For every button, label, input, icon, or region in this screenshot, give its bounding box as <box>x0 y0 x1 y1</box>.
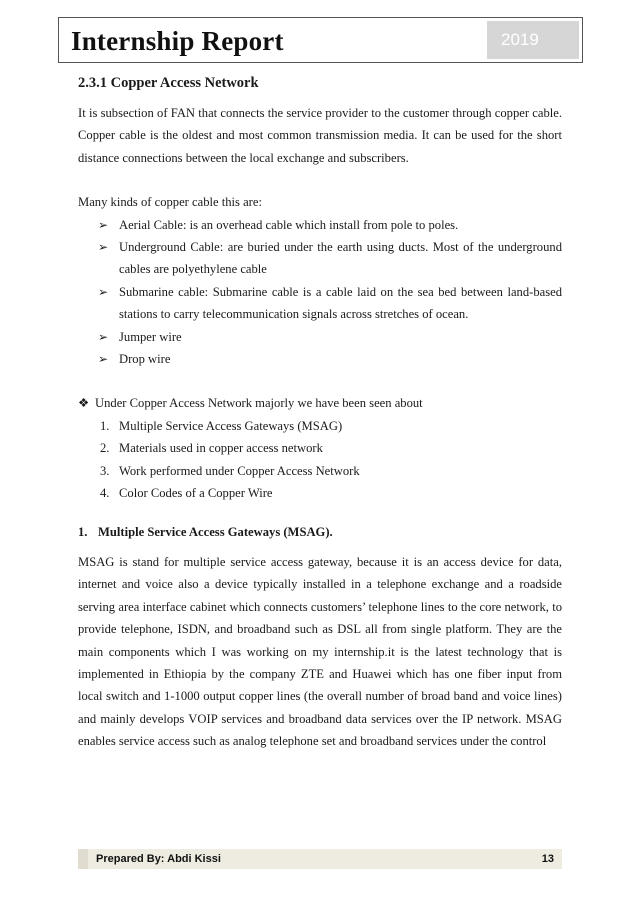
list-item: ➢ Submarine cable: Submarine cable is a cable laid on the sea bed between land-based stations to carry telecommunication signals across stretches of ocean. <box>78 281 562 326</box>
diamond-bullet-icon: ❖ <box>78 396 90 411</box>
list-item: ➢ Jumper wire <box>78 326 562 348</box>
page-number: 13 <box>541 853 554 865</box>
arrow-bullet-icon: ➢ <box>98 352 109 367</box>
list-item: ➢ Underground Cable: are buried under the earth using ducts. Most of the underground cables are polyethylene cable <box>78 236 562 281</box>
arrow-bullet-icon: ➢ <box>98 217 109 232</box>
report-title: Internship Report <box>71 26 284 56</box>
section-title: 2.3.1 Copper Access Network <box>78 75 259 91</box>
arrow-bullet-icon: ➢ <box>98 284 109 299</box>
page-header <box>58 17 583 63</box>
list-item: 3. Work performed under Copper Access Network <box>100 463 360 478</box>
msag-heading: 1. Multiple Service Access Gateways (MSAG). <box>78 524 333 539</box>
msag-paragraph: MSAG is stand for multiple service access gateway, because it is an access device for data, internet and voice also a device typically installed in a telephone exchange and a roadside serving area interface cabinet which connects customers’ telephone lines to the core network, to provide telephone, ISDN, and broadband such as DSL all from single platform. They are the main components which I was working on my internship.it is the latest technology that is implemented in Ethiopia by the company ZTE and Huawei which has one fiber input from local switch and 1-1000 output copper lines (the overall number of broad band and voice lines) and mainly develops VOIP services and broadband data services over the IP network. MSAG enables service access such as analog telephone set and broadband services under the control <box>78 554 562 749</box>
page-footer <box>78 849 562 869</box>
cable-kinds-list <box>78 214 562 371</box>
topics-list <box>78 415 562 505</box>
list-item: ➢ Aerial Cable: is an overhead cable which install from pole to poles. <box>78 214 562 236</box>
intro-paragraph: It is subsection of FAN that connects the service provider to the customer through copper cable. Copper cable is the oldest and most common transmission media. It can be used for the short distance connections between the local exchange and subscribers. <box>78 106 562 165</box>
topics-intro: ❖ Under Copper Access Network majorly we have been seen about <box>78 392 562 414</box>
arrow-bullet-icon: ➢ <box>98 240 109 255</box>
list-item: 4. Color Codes of a Copper Wire <box>100 486 273 501</box>
list-item: 1. Multiple Service Access Gateways (MSAG) <box>100 418 343 433</box>
arrow-bullet-icon: ➢ <box>98 329 109 344</box>
list-item: 2. Materials used in copper access network <box>100 441 323 456</box>
report-year: 2019 <box>487 21 579 59</box>
kinds-intro: Many kinds of copper cable this are: <box>78 195 262 210</box>
page-content <box>78 72 562 753</box>
prepared-by: Prepared By: Abdi Kissi <box>96 853 221 865</box>
list-item: ➢ Drop wire <box>78 348 562 370</box>
